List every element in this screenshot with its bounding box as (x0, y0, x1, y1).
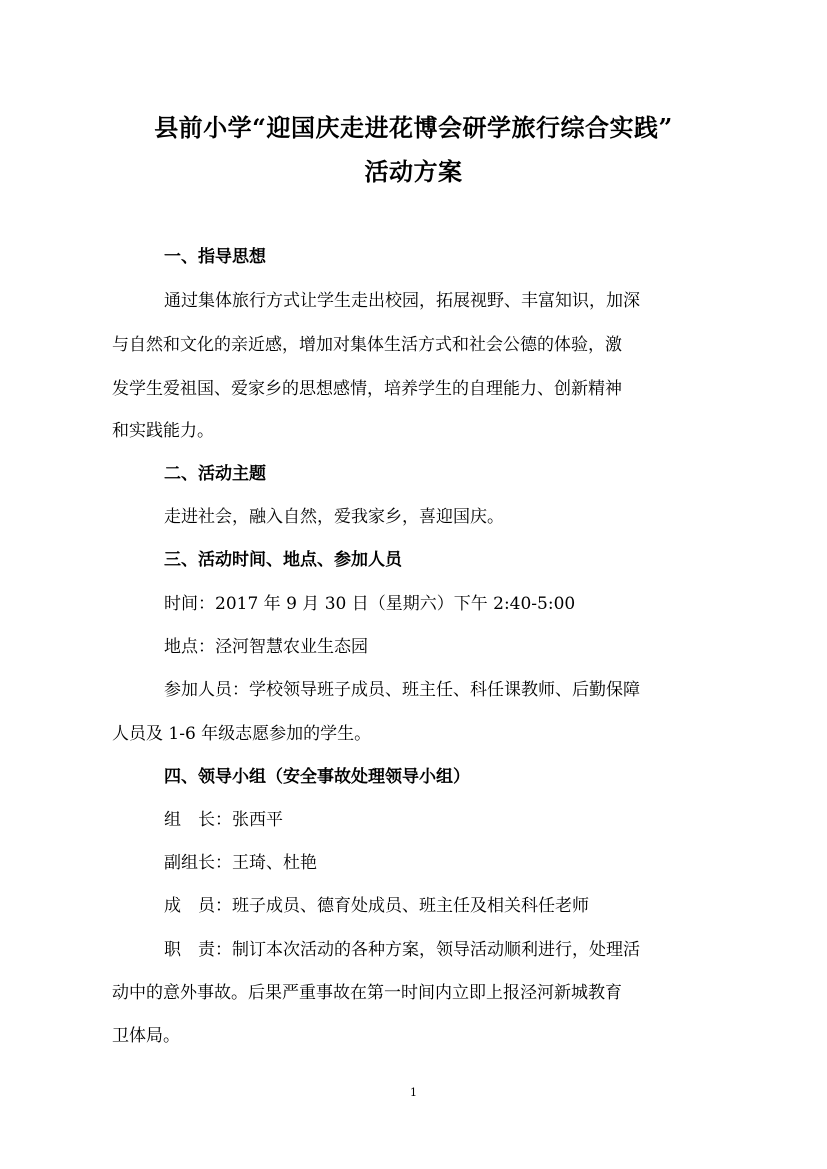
duties-line: 卫体局。 (112, 1026, 180, 1046)
paragraph-line: 走进社会，融入自然，爱我家乡，喜迎国庆。 (164, 507, 504, 527)
activity-time: 时间：2017 年 9 月 30 日（星期六）下午 2:40-5:00 (164, 594, 576, 614)
section-heading-leadership-group: 四、领导小组（安全事故处理领导小组） (164, 767, 470, 787)
paragraph-line: 通过集体旅行方式让学生走出校园，拓展视野、丰富知识，加深 (164, 291, 640, 311)
activity-place: 地点：泾河智慧农业生态园 (164, 637, 368, 657)
section-heading-activity-theme: 二、活动主题 (164, 464, 266, 484)
paragraph-line: 与自然和文化的亲近感，增加对集体生活方式和社会公德的体验，激 (112, 335, 622, 355)
deputy-leader: 副组长：王琦、杜艳 (164, 853, 317, 873)
duties-line: 动中的意外事故。后果严重事故在第一时间内立即上报泾河新城教育 (112, 983, 622, 1003)
participants-line: 参加人员：学校领导班子成员、班主任、科任课教师、后勤保障 (164, 680, 640, 700)
group-members: 成 员：班子成员、德育处成员、班主任及相关科任老师 (164, 896, 589, 916)
paragraph-line: 和实践能力。 (112, 421, 214, 441)
paragraph-line: 发学生爱祖国、爱家乡的思想感情，培养学生的自理能力、创新精神 (112, 379, 622, 399)
group-leader: 组 长：张西平 (164, 810, 283, 830)
document-subtitle: 活动方案 (364, 157, 463, 186)
page-number: 1 (410, 1086, 417, 1099)
section-heading-time-place-participants: 三、活动时间、地点、参加人员 (164, 550, 402, 570)
participants-line: 人员及 1-6 年级志愿参加的学生。 (112, 724, 372, 744)
duties-line: 职 责：制订本次活动的各种方案，领导活动顺利进行，处理活 (164, 940, 640, 960)
document-title: 县前小学“迎国庆走进花博会研学旅行综合实践” (154, 113, 673, 142)
section-heading-guiding-ideology: 一、指导思想 (164, 247, 266, 267)
